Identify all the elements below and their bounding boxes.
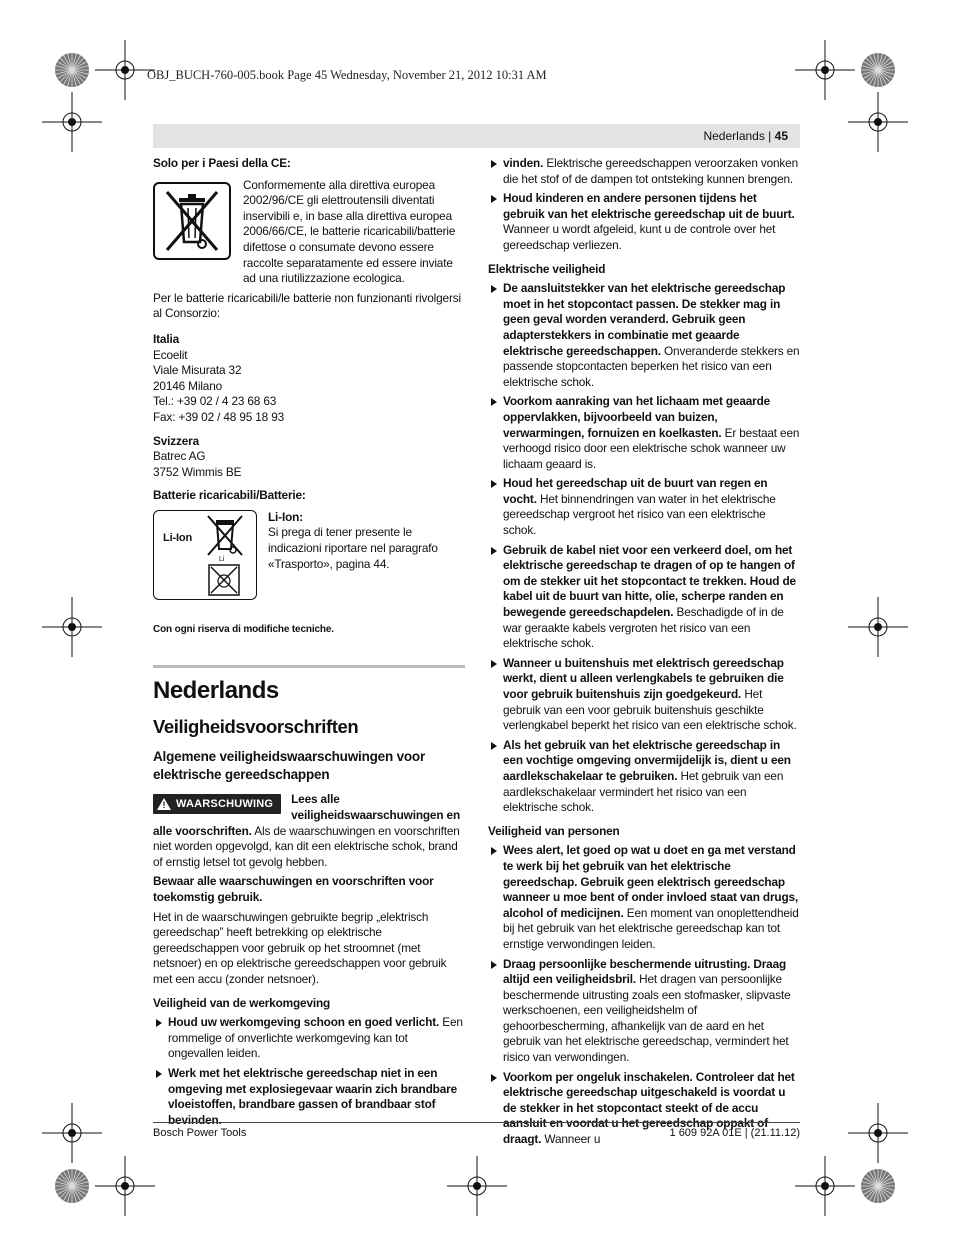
- list-item-bold: De aansluitstekker van het elektrische gereedschap moet in het stopcontact passen. De stekker mag in geen geval worden veranderd. Gebruik geen adapterstekkers in combinatie met geaarde elektrische gereedschappen.: [503, 281, 786, 358]
- liion-title: Li-Ion:: [268, 509, 303, 524]
- work-area-heading: Veiligheid van de werkomgeving: [153, 995, 331, 1010]
- term-definition: Het in de waarschuwingen gebruikte begrip „elektrisch gereedschap” heeft betrekking op elektrische gereedschappen voor gebruik op het stroomnet (met netsnoer) en op elektrische gereedschappen voor gebruik met een accu (zonder netsnoer).: [153, 909, 447, 986]
- registration-mark: [848, 1103, 908, 1163]
- registration-mark: [95, 40, 155, 100]
- list-item-text: Het binnendringen van water in het elektrische gereedschap vergroot het risico van een elektrische schok.: [503, 491, 776, 538]
- footer-right: 1 609 92A 01E | (21.11.12): [669, 1127, 800, 1139]
- registration-mark: [848, 92, 908, 152]
- header-text: Nederlands | 45: [703, 129, 788, 143]
- liion-small-label: Li: [219, 555, 225, 563]
- registration-mark: [42, 597, 102, 657]
- color-rosette-mark: [54, 1168, 90, 1204]
- registration-mark: [447, 1156, 507, 1216]
- registration-mark: [42, 92, 102, 152]
- section-separator: [153, 665, 465, 668]
- liion-text: Si prega di tener presente le indicazioni riportare nel paragrafo «Trasporto», pagina 44.: [268, 525, 438, 571]
- list-item-bold: Wees alert, let goed op wat u doet en ga met verstand te werk bij het gebruik van het elektrische gereedschap. Gebruik geen elektrisch gereedschap wanneer u moe bent of onder invloed staat van drugs, alcohol of medicijnen.: [503, 843, 799, 920]
- liion-section: [153, 510, 465, 600]
- list-item: [488, 476, 800, 538]
- list-item: [488, 394, 800, 472]
- list-item-text: Een moment van onoplettendheid bij het gebruik van het elektrische gereedschap kan tot ernstige verwondingen leiden.: [503, 905, 799, 951]
- italia-line: Viale Misurata 32: [153, 363, 242, 378]
- list-item: [488, 957, 800, 1066]
- list-item: [488, 281, 800, 390]
- list-item-text: Wanneer u wordt afgeleid, kunt u de controle over het gereedschap verliezen.: [503, 222, 776, 252]
- list-item-text: Wanneer u: [541, 1132, 601, 1147]
- warning-triangle-icon: !: [157, 798, 171, 810]
- ce-text: Conformemente alla direttiva europea 2002/96/CE gli elettroutensili diventati inservibili e, in base alla direttiva europea 2006/66/CE, le batterie ricaricabili/batterie difettose o consumate devono essere raccolte separatamente ed essere inviate ad una riutilizzazione ecologica.: [243, 177, 456, 286]
- list-item: [488, 843, 800, 952]
- list-item: [488, 656, 800, 734]
- italia-address: [153, 348, 465, 426]
- liion-text-block: [268, 510, 465, 600]
- list-item-bold: Gebruik de kabel niet voor een verkeerd doel, om het elektrische gereedschap te dragen of op te hangen of om de stekker uit het stopcontact te trekken. Houd de kabel uit de buurt van hitte, olie, scherpe randen en bewegende gereedschapdelen.: [503, 542, 796, 620]
- registration-mark: [848, 597, 908, 657]
- list-item-text: Er bestaat een verhoogd risico door een elektrische schok wanneer uw lichaam geaard is.: [503, 425, 800, 471]
- svizzera-title: Svizzera: [153, 433, 200, 448]
- liion-label: Li-Ion: [163, 531, 193, 544]
- svizzera-line: 3752 Wimmis BE: [153, 464, 242, 479]
- registration-mark: [95, 1156, 155, 1216]
- warning-text: Als de waarschuwingen en voorschriften niet worden opgevolgd, kan dit een elektrische schok, brand of ernstig letsel tot gevolg hebben.: [153, 823, 460, 869]
- list-item: [488, 738, 800, 816]
- general-warnings-title: Algemene veiligheidswaarschuwingen voor elektrische gereedschappen: [153, 749, 426, 783]
- warning-bold: Lees alle veiligheidswaarschuwingen en alle voorschriften.: [153, 792, 460, 838]
- list-item-bold: Werk met het elektrische gereedschap niet in een omgeving met explosiegevaar waarin zich brandbare vloeistoffen, brandbare gassen of brandbaar stof bevinden.: [168, 1065, 457, 1127]
- page-number: 45: [774, 129, 788, 143]
- continuation-text: Elektrische gereedschappen veroorzaken vonken die het stof of de dampen tot ontsteking kunnen brengen.: [503, 156, 799, 186]
- continuation-bold: vinden.: [503, 156, 544, 170]
- color-rosette-mark: [860, 1168, 896, 1204]
- svizzera-line: Batrec AG: [153, 449, 206, 464]
- list-item-text: Het dragen van persoonlijke beschermende uitrusting zoals een stofmasker, slipvaste werkschoenen, een veiligheidshelm of gehoorbescherming, afhankelijk van de aard en het gebruik van het elektrische gereedschap, vermindert het risico van verwondingen.: [503, 972, 791, 1065]
- list-item-text: Het gebruik van een aardlekschakelaar vermindert het risico van een elektrische schok.: [503, 768, 784, 815]
- batteries-heading: Batterie ricaricabili/Batterie:: [153, 488, 306, 503]
- crossed-bin-icon: [153, 182, 231, 260]
- list-item-bold: Wanneer u buitenshuis met elektrisch gereedschap werkt, dient u alleen verlengkabels te gebruiken die voor gebruik buitenshuis zijn goedgekeurd.: [503, 655, 784, 701]
- list-item: [488, 191, 800, 253]
- right-column: [488, 156, 800, 1148]
- list-item-bold: Houd het gereedschap uit de buurt van regen en vocht.: [503, 476, 768, 506]
- page-header-bar: [153, 124, 800, 148]
- list-item: [153, 1015, 465, 1062]
- weee-section: [153, 178, 465, 287]
- liion-recycle-icon: [153, 510, 257, 600]
- list-item-text: Onveranderde stekkers en passende stopcontacten beperken het risico van een elektrische schok.: [503, 343, 800, 389]
- print-info-line: OBJ_BUCH-760-005.book Page 45 Wednesday, November 21, 2012 10:31 AM: [147, 68, 547, 82]
- italia-title: Italia: [153, 331, 179, 346]
- battery-note: Per le batterie ricaricabili/le batterie non funzionanti rivolgersi al Consorzio:: [153, 290, 461, 321]
- registration-mark: [42, 1103, 102, 1163]
- personal-safety-heading: Veiligheid van personen: [488, 823, 620, 838]
- italia-line: Fax: +39 02 / 48 95 18 93: [153, 409, 285, 424]
- list-item: [488, 543, 800, 652]
- list-item-bold: Als het gebruik van het elektrische gereedschap in een vochtige omgeving onvermijdelijk is, dient u een aardlekschakelaar te gebruiken.: [503, 737, 791, 783]
- list-item-bold: Houd uw werkomgeving schoon en goed verlicht.: [168, 1015, 440, 1030]
- electrical-safety-heading: Elektrische veiligheid: [488, 261, 606, 276]
- header-language: Nederlands: [703, 129, 765, 143]
- list-item-text: Beschadigde of in de war geraakte kabels vergroten het risico van een elektrische schok.: [503, 605, 784, 651]
- list-item-bold: Houd kinderen en andere personen tijdens het gebruik van het elektrische gereedschap uit de buurt.: [503, 191, 795, 221]
- page-footer: [153, 1122, 800, 1139]
- list-item-bold: Voorkom aanraking van het lichaam met geaarde oppervlakken, bijvoorbeeld van buizen, verwarmingen, fornuizen en koelkasten.: [503, 394, 771, 440]
- list-item-text: Het gebruik van een voor gebruik buitenshuis geschikte verlengkabel beperkt het risico van een elektrische schok.: [503, 687, 797, 733]
- footer-left: Bosch Power Tools: [153, 1127, 247, 1139]
- keep-instructions: Bewaar alle waarschuwingen en voorschriften voor toekomstig gebruik.: [153, 874, 434, 905]
- italia-line: 20146 Milano: [153, 378, 223, 393]
- safety-title: Veiligheidsvoorschriften: [153, 716, 359, 738]
- left-column: [153, 156, 465, 1128]
- list-item-continuation: [488, 156, 800, 187]
- registration-mark: [795, 1156, 855, 1216]
- list-item-bold: Draag persoonlijke beschermende uitrusting. Draag altijd een veiligheidsbril.: [503, 956, 787, 987]
- reserve-note: Con ogni riserva di modifiche tecniche.: [153, 623, 334, 635]
- warning-badge-label: WAARSCHUWING: [176, 797, 274, 810]
- registration-mark: [795, 40, 855, 100]
- color-rosette-mark: [54, 52, 90, 88]
- warning-badge: [153, 794, 281, 814]
- ce-heading: Solo per i Paesi della CE:: [153, 156, 291, 170]
- warning-paragraph: [153, 792, 465, 870]
- color-rosette-mark: [860, 52, 896, 88]
- list-item-text: Een rommelige of onverlichte werkomgeving kan tot ongevallen leiden.: [168, 1015, 463, 1061]
- list-item: [153, 1066, 465, 1128]
- italia-line: Tel.: +39 02 / 4 23 68 63: [153, 394, 277, 409]
- list-item-bold: Voorkom per ongeluk inschakelen. Controleer dat het elektrische gereedschap uitgeschakeld is voordat u de stekker in het stopcontact steekt of de accu aansluit en voordat u het gereedschap oppakt of draagt.: [503, 1069, 795, 1147]
- language-title: Nederlands: [153, 677, 279, 705]
- italia-line: Ecoelit: [153, 347, 188, 362]
